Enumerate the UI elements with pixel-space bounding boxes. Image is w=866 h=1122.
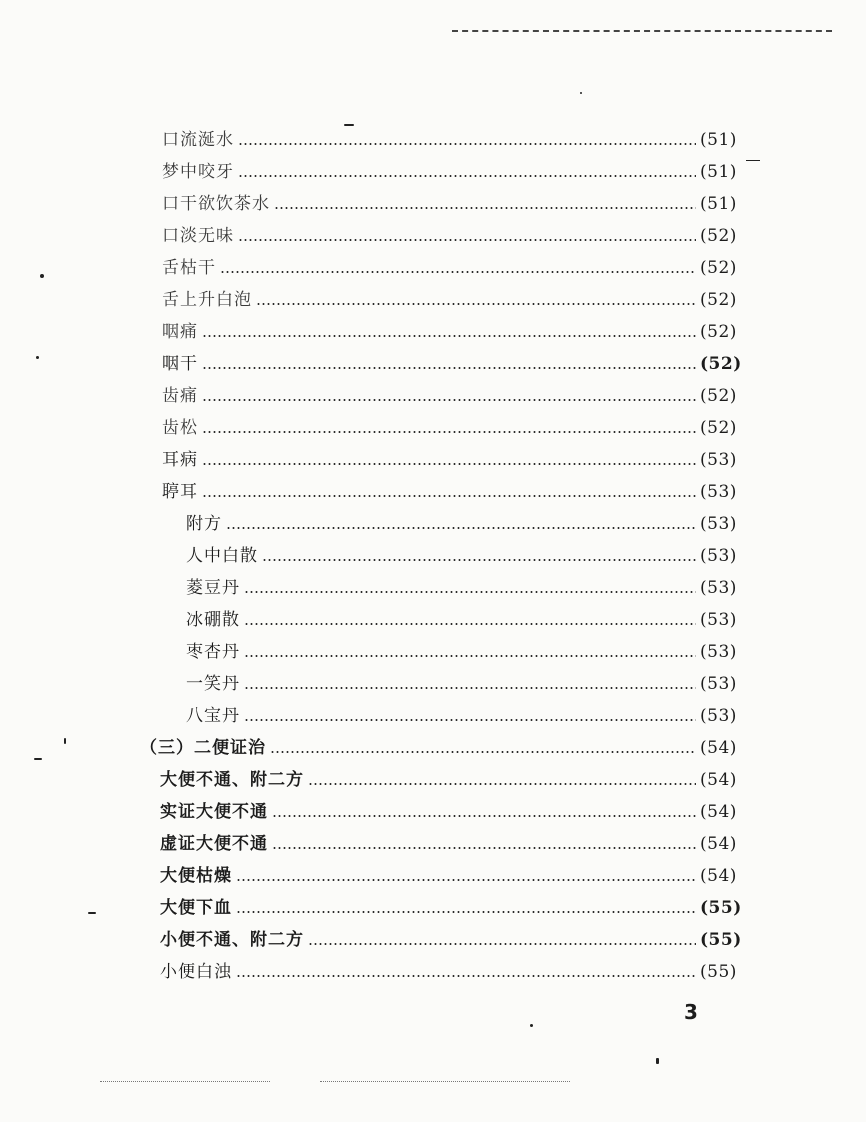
dot-leader	[202, 414, 696, 442]
scan-speck	[36, 356, 39, 359]
dot-leader	[202, 382, 696, 410]
scan-speck	[88, 912, 96, 914]
toc-entry-title: 咽痛	[162, 322, 198, 342]
dot-leader	[236, 894, 696, 922]
toc-entry-page: (52)	[700, 322, 737, 342]
toc-entry	[160, 894, 752, 922]
scan-speck	[530, 1024, 533, 1027]
toc-subentry	[186, 606, 752, 634]
dot-leader	[226, 510, 696, 538]
toc-entry-page: (54)	[700, 802, 737, 822]
dot-leader	[202, 446, 696, 474]
toc-entry	[162, 190, 752, 218]
dot-leader	[244, 638, 696, 666]
toc-subentry	[186, 542, 752, 570]
toc-entry-title: 虚证大便不通	[160, 834, 268, 854]
toc-subentry	[186, 638, 752, 666]
toc-entry-page: (53)	[700, 642, 737, 662]
scan-speck	[40, 274, 44, 278]
dot-leader	[272, 830, 696, 858]
toc-subentry	[186, 702, 752, 730]
dot-leader	[238, 158, 696, 186]
scan-speck	[746, 160, 760, 161]
dot-leader	[202, 350, 696, 378]
toc-entry-page: (53)	[700, 546, 737, 566]
toc-entry-page: (51)	[700, 162, 737, 182]
toc-entry-title: 梦中咬牙	[162, 162, 234, 182]
dot-leader	[274, 190, 696, 218]
toc-entry	[162, 446, 752, 474]
scan-speck	[64, 738, 66, 744]
scan-speck	[580, 92, 582, 94]
dot-leader	[308, 926, 696, 954]
dot-leader	[244, 670, 696, 698]
toc-entry-page: (54)	[700, 834, 737, 854]
toc-subentry	[186, 670, 752, 698]
toc-entry	[160, 926, 752, 954]
page-number: 3	[684, 1000, 698, 1024]
toc-entry	[162, 478, 752, 506]
dot-leader	[256, 286, 696, 314]
scan-noise-line	[100, 1081, 270, 1082]
toc-entry	[162, 222, 752, 250]
toc-entry	[160, 766, 752, 794]
toc-entry-page: (53)	[700, 610, 737, 630]
scan-speck	[656, 1058, 659, 1064]
toc-subentry	[186, 510, 752, 538]
toc-entry-page: (53)	[700, 482, 737, 502]
toc-entry-page: (53)	[700, 450, 737, 470]
toc-entry-page: (53)	[700, 514, 737, 534]
toc-entry-title: 咽干	[162, 354, 198, 374]
toc-entry	[160, 798, 752, 826]
dot-leader	[270, 734, 696, 762]
toc-entry-page: (51)	[700, 194, 737, 214]
toc-entry	[162, 286, 752, 314]
toc-entry-title: 小便白浊	[160, 962, 232, 982]
toc-entry-page: (54)	[700, 738, 737, 758]
toc-entry	[162, 158, 752, 186]
scan-noise-line	[320, 1081, 570, 1082]
top-dashed-rule	[452, 30, 832, 32]
toc-entry-page: (52)	[700, 258, 737, 278]
toc-entry-title: 口淡无味	[162, 226, 234, 246]
toc-entry	[160, 830, 752, 858]
toc-entry-page: (51)	[700, 130, 737, 150]
toc-entry-title: 人中白散	[186, 546, 258, 566]
toc-entry-title: 枣杏丹	[186, 642, 240, 662]
dot-leader	[244, 606, 696, 634]
toc-entry-title: 冰硼散	[186, 610, 240, 630]
toc-entry-title: 大便下血	[160, 898, 232, 918]
toc-entry-title: 实证大便不通	[160, 802, 268, 822]
toc-entry-page: (55)	[700, 898, 742, 918]
toc-entry	[162, 126, 752, 154]
toc-entry-page: (54)	[700, 866, 737, 886]
toc-entry-title: （三）二便证治	[140, 738, 266, 758]
dot-leader	[244, 574, 696, 602]
toc-entry	[162, 350, 752, 378]
toc-entry	[162, 382, 752, 410]
dot-leader	[238, 126, 696, 154]
scan-speck	[34, 758, 42, 760]
dot-leader	[220, 254, 696, 282]
toc-section-heading	[140, 734, 752, 762]
toc-entry-page: (54)	[700, 770, 737, 790]
toc-entry-page: (52)	[700, 290, 737, 310]
dot-leader	[244, 702, 696, 730]
toc-entry-title: 口干欲饮茶水	[162, 194, 270, 214]
toc-entry-page: (52)	[700, 354, 742, 374]
toc-entry	[162, 414, 752, 442]
toc-entry	[162, 318, 752, 346]
toc-entry-title: 一笑丹	[186, 674, 240, 694]
toc-entry	[160, 862, 752, 890]
toc-entry-title: 齿松	[162, 418, 198, 438]
toc-entry-title: 耳病	[162, 450, 198, 470]
toc-entry-page: (52)	[700, 386, 737, 406]
toc-entry-page: (52)	[700, 418, 737, 438]
toc-entry-page: (55)	[700, 962, 737, 982]
toc-subentry	[186, 574, 752, 602]
dot-leader	[308, 766, 696, 794]
dot-leader	[236, 862, 696, 890]
toc-entry-title: 附方	[186, 514, 222, 534]
toc-entry-title: 齿痛	[162, 386, 198, 406]
dot-leader	[262, 542, 696, 570]
dot-leader	[202, 478, 696, 506]
toc-entry-title: 大便枯燥	[160, 866, 232, 886]
dot-leader	[238, 222, 696, 250]
toc-entry-title: 小便不通、附二方	[160, 930, 304, 950]
scan-speck	[344, 124, 354, 126]
toc-entry-title: 八宝丹	[186, 706, 240, 726]
toc-entry-title: 舌上升白泡	[162, 290, 252, 310]
toc-entry-title: 大便不通、附二方	[160, 770, 304, 790]
toc-entry	[162, 254, 752, 282]
toc-entry-title: 口流涎水	[162, 130, 234, 150]
toc-entry-title: 聤耳	[162, 482, 198, 502]
toc-entry-page: (53)	[700, 674, 737, 694]
toc-entry-page: (55)	[700, 930, 742, 950]
toc-entry-title: 舌枯干	[162, 258, 216, 278]
toc-entry	[160, 958, 752, 986]
dot-leader	[236, 958, 696, 986]
toc-entry-page: (52)	[700, 226, 737, 246]
toc-entry-page: (53)	[700, 706, 737, 726]
dot-leader	[272, 798, 696, 826]
toc-entry-page: (53)	[700, 578, 737, 598]
dot-leader	[202, 318, 696, 346]
toc-entry-title: 菱豆丹	[186, 578, 240, 598]
